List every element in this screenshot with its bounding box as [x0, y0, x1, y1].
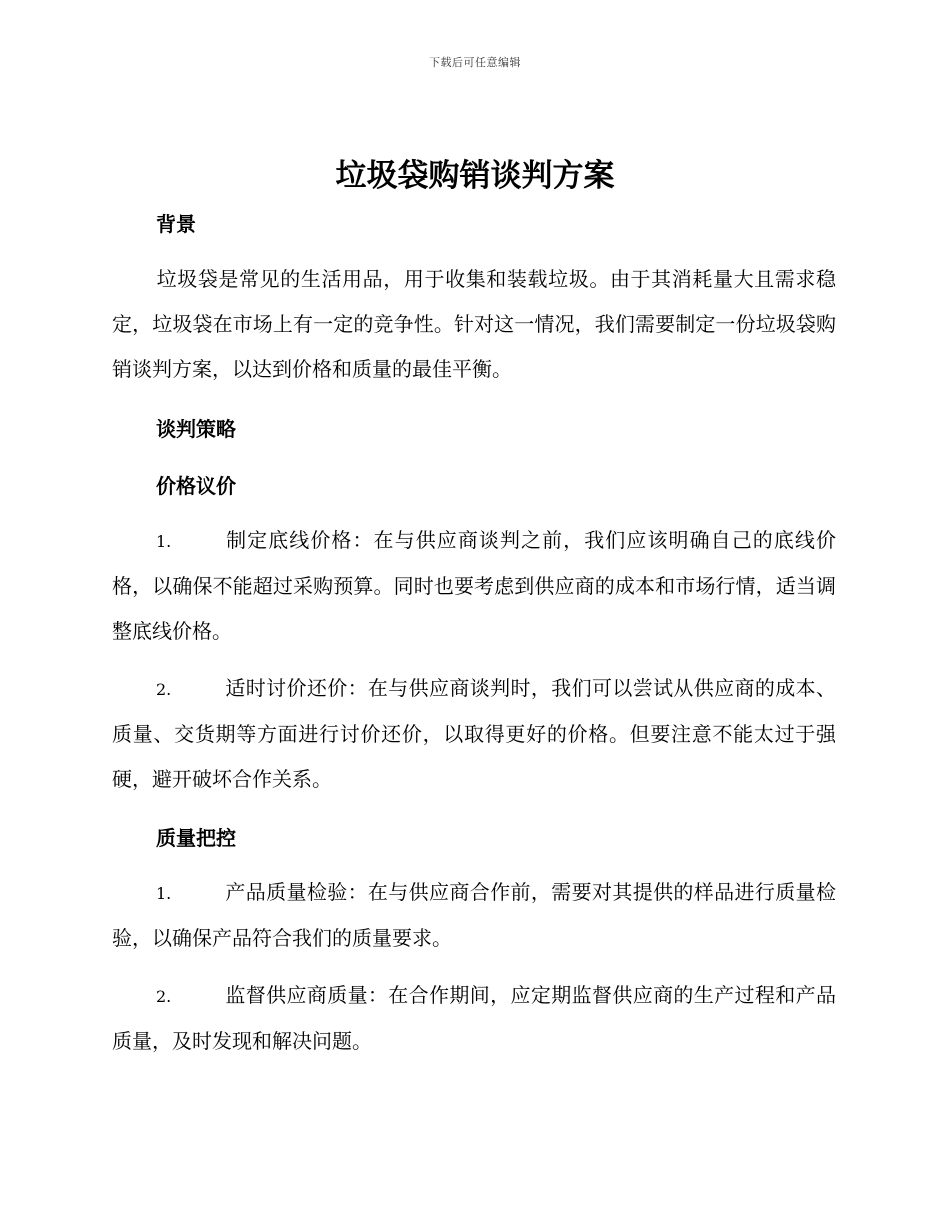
list-item-text: 监督供应商质量：在合作期间，应定期监督供应商的生产过程和产品质量，及时发现和解决问题。: [112, 983, 836, 1053]
list-item-price-1: [112, 518, 836, 654]
list-number: 1.: [156, 532, 172, 551]
list-number: 2.: [156, 680, 172, 699]
list-item-text: 产品质量检验：在与供应商合作前，需要对其提供的样品进行质量检验，以确保产品符合我们的质量要求。: [112, 880, 836, 950]
list-number: 1.: [156, 884, 172, 903]
list-item-quality-1: [112, 870, 836, 961]
list-item-quality-2: [112, 973, 836, 1064]
paragraph-background-text: 垃圾袋是常见的生活用品，用于收集和装载垃圾。由于其消耗量大且需求稳定，垃圾袋在市场上有一定的竞争性。针对这一情况，我们需要制定一份垃圾袋购销谈判方案，以达到价格和质量的最佳平衡。: [112, 267, 836, 381]
document-title: 垃圾袋购销谈判方案: [335, 158, 615, 194]
header-note: 下载后可任意编辑: [429, 56, 521, 69]
heading-price: 价格议价: [156, 474, 236, 498]
heading-quality: 质量把控: [156, 826, 236, 850]
list-item-text: 制定底线价格：在与供应商谈判之前，我们应该明确自己的底线价格，以确保不能超过采购预算。同时也要考虑到供应商的成本和市场行情，适当调整底线价格。: [112, 528, 836, 643]
heading-strategy: 谈判策略: [156, 417, 236, 441]
list-number: 2.: [156, 987, 172, 1006]
list-item-price-2: [112, 666, 836, 802]
list-item-text: 适时讨价还价：在与供应商谈判时，我们可以尝试从供应商的成本、质量、交货期等方面进行讨价还价，以取得更好的价格。但要注意不能太过于强硬，避开破坏合作关系。: [112, 676, 836, 791]
heading-background: 背景: [156, 212, 196, 236]
paragraph-background: [112, 257, 836, 392]
